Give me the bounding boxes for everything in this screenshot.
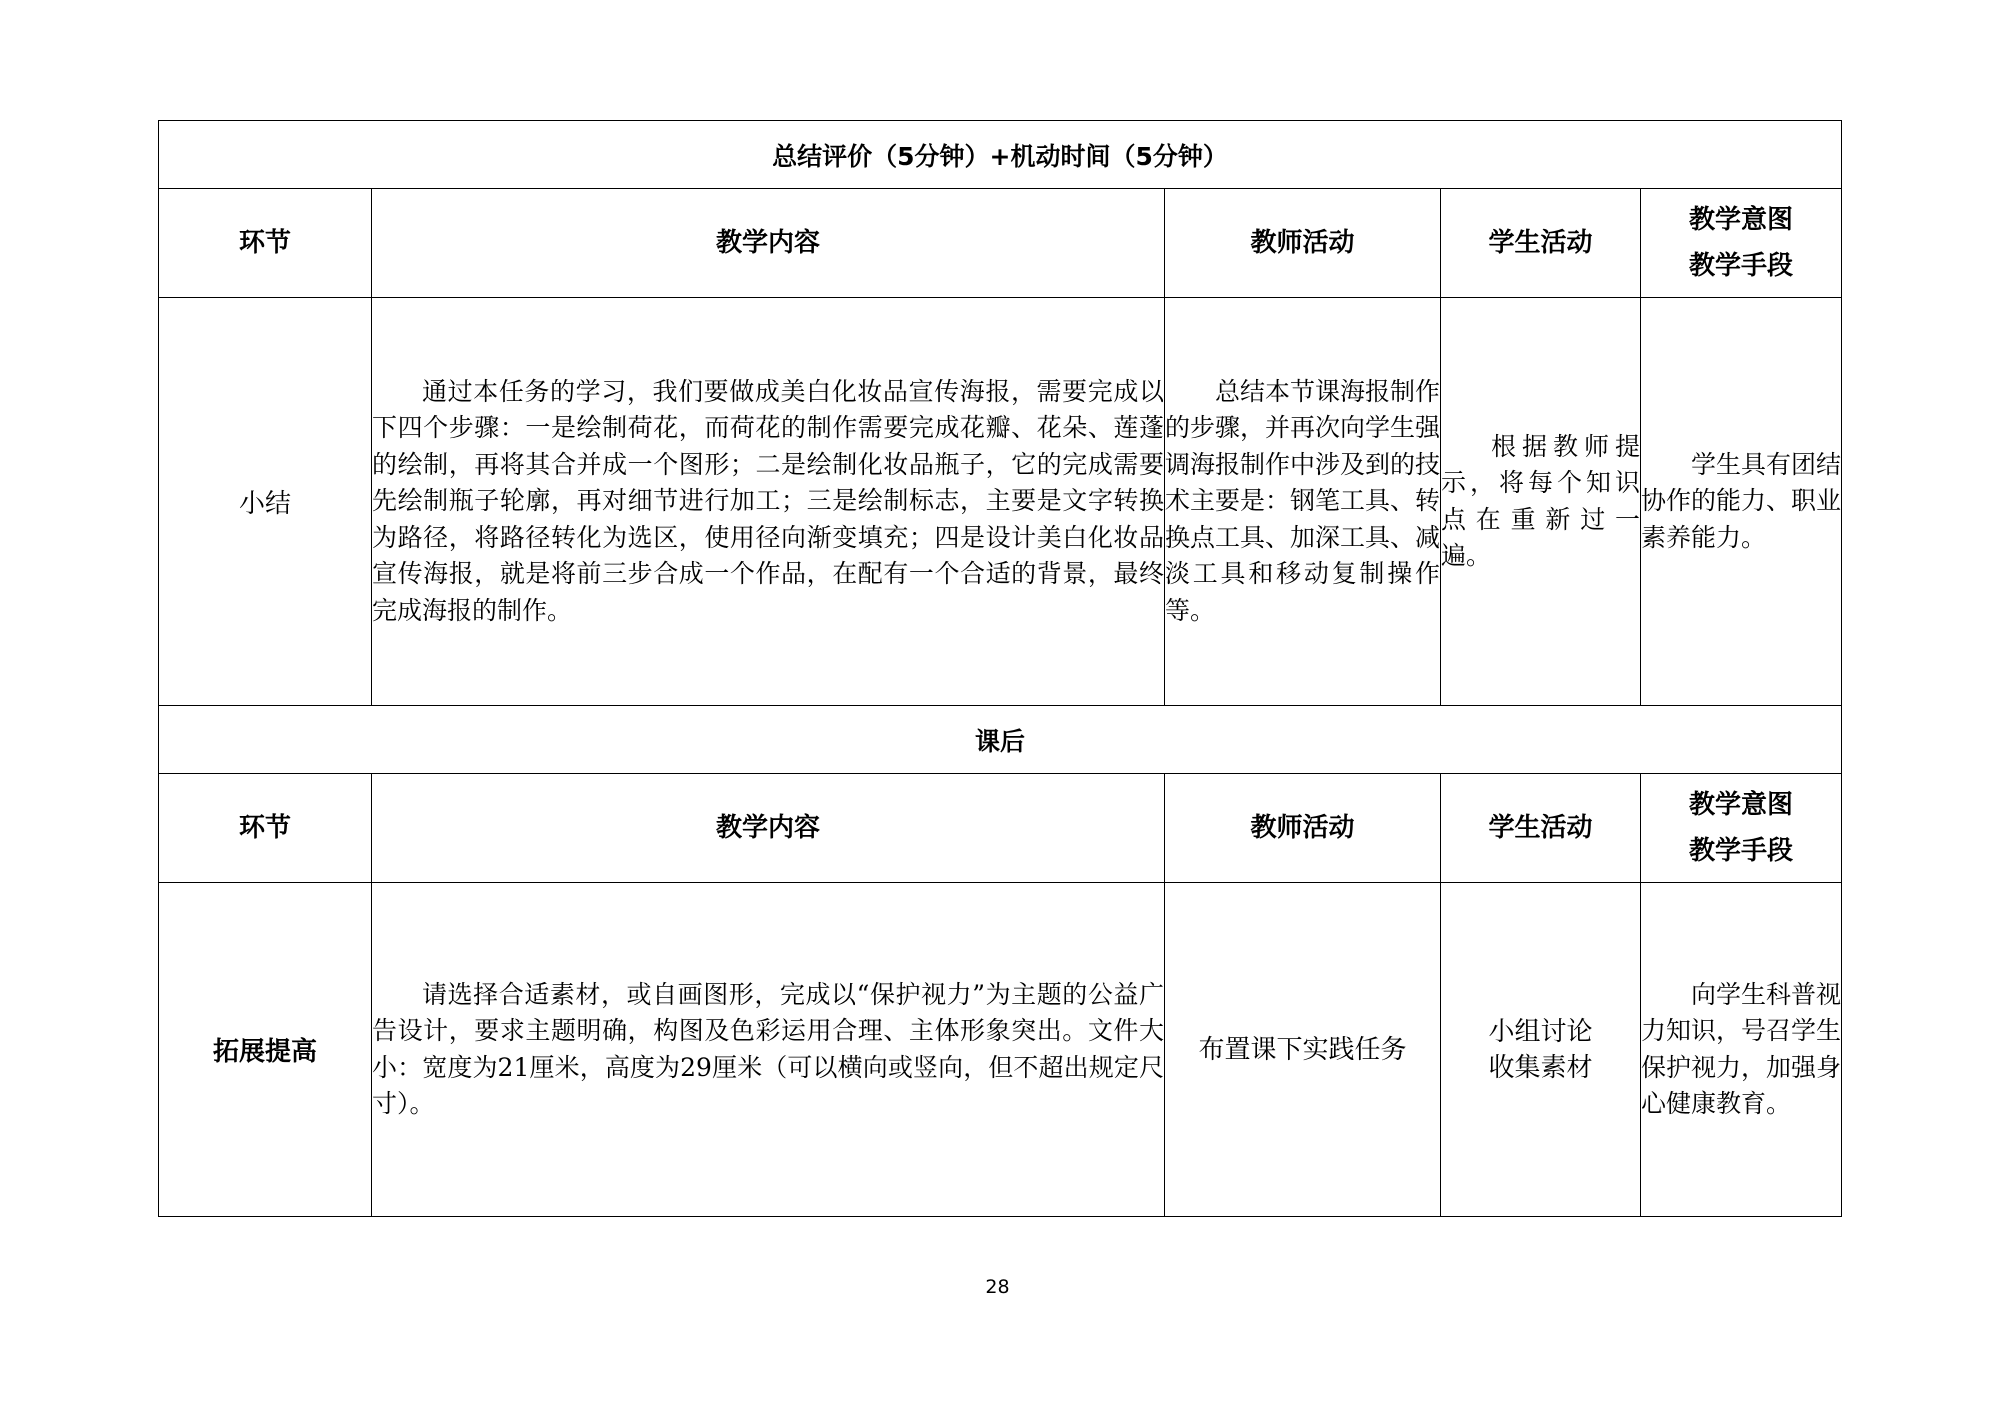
header-intent-line2: 教学手段 [1689, 836, 1794, 866]
header-content: 教学内容 [372, 774, 1165, 883]
student-activity-extension [1441, 883, 1641, 1217]
section-banner-summary: 总结评价（5分钟）+机动时间（5分钟） [159, 121, 1842, 189]
teacher-activity-extension: 布置课下实践任务 [1165, 883, 1441, 1217]
header-stage: 环节 [159, 189, 372, 298]
intent-summary: 学生具有团结协作的能力、职业素养能力。 [1641, 298, 1842, 706]
page-number: 28 [985, 1276, 1010, 1298]
header-intent-line1: 教学意图 [1689, 205, 1794, 235]
header-student-activity: 学生活动 [1441, 189, 1641, 298]
intent-extension: 向学生科普视力知识，号召学生保护视力，加强身心健康教育。 [1641, 883, 1842, 1217]
header-student-activity: 学生活动 [1441, 774, 1641, 883]
stage-summary: 小结 [159, 298, 372, 706]
student-activity-line1: 小组讨论 [1488, 1016, 1593, 1047]
stage-extension: 拓展提高 [159, 883, 372, 1217]
header-intent [1641, 189, 1842, 298]
student-activity-summary: 根据教师提示，将每个知识点在重新过一遍。 [1441, 298, 1641, 706]
header-intent-line1: 教学意图 [1689, 790, 1794, 820]
header-content: 教学内容 [372, 189, 1165, 298]
section-banner-after-class: 课后 [159, 706, 1842, 774]
student-activity-line2: 收集素材 [1488, 1052, 1593, 1083]
header-teacher-activity: 教师活动 [1165, 189, 1441, 298]
teacher-activity-summary: 总结本节课海报制作的步骤，并再次向学生强调海报制作中涉及到的技术主要是：钢笔工具、转换点工具、加深工具、减淡工具和移动复制操作等。 [1165, 298, 1441, 706]
content-extension: 请选择合适素材，或自画图形，完成以“保护视力”为主题的公益广告设计，要求主题明确，构图及色彩运用合理、主体形象突出。文件大小：宽度为21厘米，高度为29厘米（可以横向或竖向，但不超出规定尺寸）。 [372, 883, 1165, 1217]
header-intent-line2: 教学手段 [1689, 251, 1794, 281]
lesson-plan-table [158, 120, 1842, 1217]
header-teacher-activity: 教师活动 [1165, 774, 1441, 883]
content-summary: 通过本任务的学习，我们要做成美白化妆品宣传海报，需要完成以下四个步骤：一是绘制荷花，而荷花的制作需要完成花瓣、花朵、莲蓬的绘制，再将其合并成一个图形；二是绘制化妆品瓶子，它的完成需要先绘制瓶子轮廓，再对细节进行加工；三是绘制标志，主要是文字转换为路径，将路径转化为选区，使用径向渐变填充；四是设计美白化妆品宣传海报，就是将前三步合成一个作品，在配有一个合适的背景，最终完成海报的制作。 [372, 298, 1165, 706]
header-stage: 环节 [159, 774, 372, 883]
header-intent [1641, 774, 1842, 883]
